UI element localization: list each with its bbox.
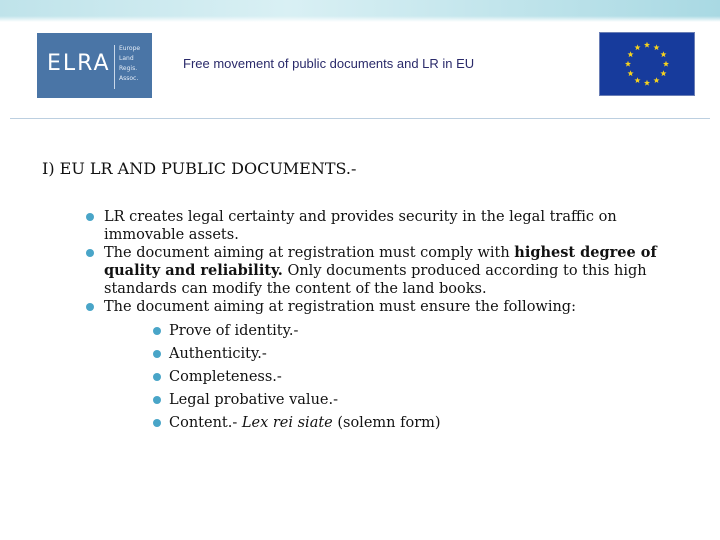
sub-item-text: Content.- <box>169 415 242 431</box>
sub-item-text: Completeness.- <box>169 369 282 385</box>
elra-logo <box>37 33 152 98</box>
bullet-dot-icon <box>153 373 161 381</box>
flag-star-icon <box>660 70 666 76</box>
flag-star-icon <box>644 42 650 48</box>
flag-star-icon <box>625 61 631 67</box>
flag-star-icon <box>660 51 666 57</box>
bullet-dot-icon <box>86 249 94 257</box>
sub-list-item <box>45 345 675 363</box>
flag-star-icon <box>628 51 634 57</box>
flag-star-icon <box>628 70 634 76</box>
sub-list-item <box>45 322 675 340</box>
list-item <box>45 298 675 316</box>
bullet-text-bold: highest degree of quality and reliability. <box>104 244 657 279</box>
sub-item-text: Authenticity.- <box>169 346 267 362</box>
bullet-dot-icon <box>86 213 94 221</box>
bullet-dot-icon <box>86 303 94 311</box>
logo-word: Land <box>119 55 134 62</box>
bullet-text: LR creates legal certainty and provides security in the legal traffic on immovable assets. <box>104 209 617 243</box>
flag-star-icon <box>644 80 650 86</box>
logo-mark: ELRA <box>47 51 111 76</box>
flag-star-icon <box>663 61 669 67</box>
logo-words <box>119 44 140 84</box>
eu-flag-stars <box>600 33 694 95</box>
bullet-text: Only documents produced according to this high standards can modify the content of the land books. <box>104 263 647 297</box>
bullet-dot-icon <box>153 396 161 404</box>
sub-item-text: Prove of identity.- <box>169 323 299 339</box>
bullet-text: The document aiming at registration must comply with <box>104 245 515 261</box>
header-divider <box>10 118 710 119</box>
sub-item-text: Legal probative value.- <box>169 392 339 408</box>
logo-word: Regis. <box>119 65 138 72</box>
flag-star-icon <box>634 77 640 83</box>
logo-divider <box>114 45 115 89</box>
bullet-text: The document aiming at registration must ensure the following: <box>104 299 576 315</box>
sub-item-text-italic: Lex rei siate <box>241 415 333 431</box>
section-heading: I) EU LR AND PUBLIC DOCUMENTS.- <box>42 159 357 178</box>
flag-star-icon <box>634 44 640 50</box>
eu-flag-icon <box>599 32 695 96</box>
sub-item-text: (solemn form) <box>332 415 441 431</box>
flag-star-icon <box>653 77 659 83</box>
list-item <box>45 208 675 244</box>
sub-list-item <box>45 368 675 386</box>
top-decorative-band <box>0 0 720 22</box>
flag-star-icon <box>653 44 659 50</box>
list-item <box>45 244 675 298</box>
sub-list-item <box>45 391 675 409</box>
content-list <box>45 208 675 437</box>
bullet-dot-icon <box>153 327 161 335</box>
bullet-dot-icon <box>153 419 161 427</box>
bullet-dot-icon <box>153 350 161 358</box>
logo-word: Europe <box>119 45 141 52</box>
header-title: Free movement of public documents and LR in EU <box>183 56 475 71</box>
logo-word: Assoc. <box>119 75 139 82</box>
sub-list-item <box>45 414 675 432</box>
